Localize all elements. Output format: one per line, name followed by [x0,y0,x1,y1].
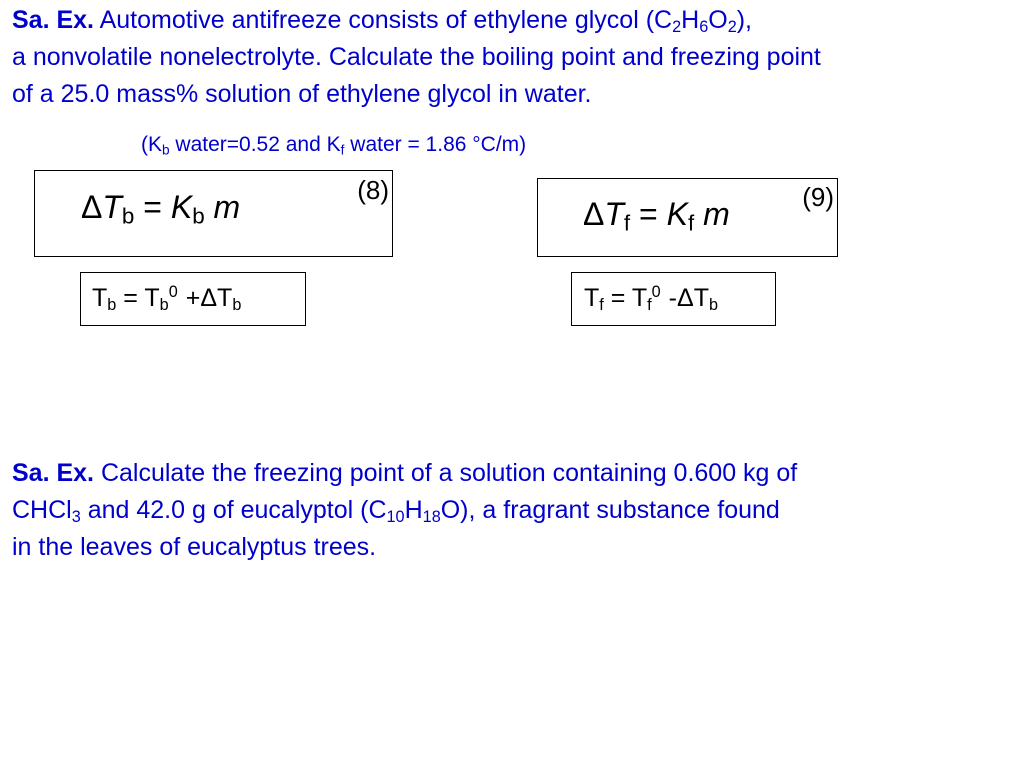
example-1-line-2: a nonvolatile nonelectrolyte. Calculate the boiling point and freezing point [12,43,821,71]
eq-sub: b [107,296,117,315]
eq-sub: f [687,210,695,236]
eq-var: K [666,196,688,232]
formula-sub: 10 [386,508,405,527]
example-2-line-2 [12,492,797,529]
boiling-point-formula [92,284,241,313]
formula-sub: 2 [672,18,682,37]
equation-8-box [34,170,393,257]
freezing-point-formula [584,284,718,313]
eq-sub: f [599,296,604,315]
example-2-line-3: in the leaves of eucalyptus trees. [12,533,377,561]
freezing-point-depression-equation [583,196,730,236]
equation-9-box [537,178,838,257]
example-1-line-1 [12,2,821,39]
formula-sub: 18 [422,508,441,527]
eq-var: T [92,284,108,312]
eq-text: +ΔT [185,284,233,312]
example-1-text [12,2,821,113]
formula-chcl: CHCl [12,496,72,524]
eq-sub: b [708,296,719,315]
constants-text: water = 1.86 °C/m) [344,133,527,156]
eq-var: K [170,189,193,225]
example-2-label: Sa. Ex. [12,459,94,487]
eq-var: T [604,196,624,232]
formula-sub: 6 [699,18,709,37]
eq-var: m [204,189,241,225]
eq-sub: f [623,210,631,236]
formula-o: O [708,6,728,34]
example-2-text-a: Calculate the freezing point of a solution containing 0.600 kg of [100,459,798,487]
example-2-text-c: O), a fragrant substance found [440,496,780,524]
boiling-point-formula-box [80,272,306,326]
eq-var: m [694,196,730,232]
eq-text: -ΔT [668,284,709,312]
constants-sub: f [340,142,345,158]
example-2-text [12,455,797,566]
example-2-line-1 [12,455,797,492]
eq-sub: b [192,203,205,229]
equation-number: (9) [802,182,834,212]
eq-sup: 0 [651,283,661,302]
eq-sub: b [121,203,135,229]
eq-sub: b [159,296,169,315]
eq-sub: b [232,296,242,315]
formula-sub: 3 [71,508,81,527]
constants-text: water=0.52 and K [169,133,341,156]
eq-sup: 0 [168,283,178,302]
eq-sign: = [630,196,667,232]
eq-text: = T [116,284,160,312]
constants-sub: b [162,142,170,158]
formula-h: H [404,496,423,524]
formula-sub: 2 [727,18,737,37]
freezing-point-formula-box [571,272,776,326]
eq-sign: = [134,189,171,225]
delta-symbol: Δ [583,196,605,232]
example-1-line-3: of a 25.0 mass% solution of ethylene glycol in water. [12,80,592,108]
boiling-point-elevation-equation [81,189,241,229]
eq-text: = T [603,284,648,312]
example-1-text-a: Automotive antifreeze consists of ethylene glycol (C [99,6,673,34]
delta-symbol: Δ [81,189,103,225]
formula-h: H [681,6,700,34]
eq-sub: f [647,296,652,315]
eq-var: T [584,284,600,312]
example-1-text-b: ), [736,6,753,34]
equation-number: (8) [357,175,389,205]
example-1-label: Sa. Ex. [12,6,94,34]
constants-text: (K [141,133,162,156]
constants-note [141,133,526,157]
example-2-text-b: and 42.0 g of eucalyptol (C [80,496,387,524]
eq-var: T [102,189,122,225]
